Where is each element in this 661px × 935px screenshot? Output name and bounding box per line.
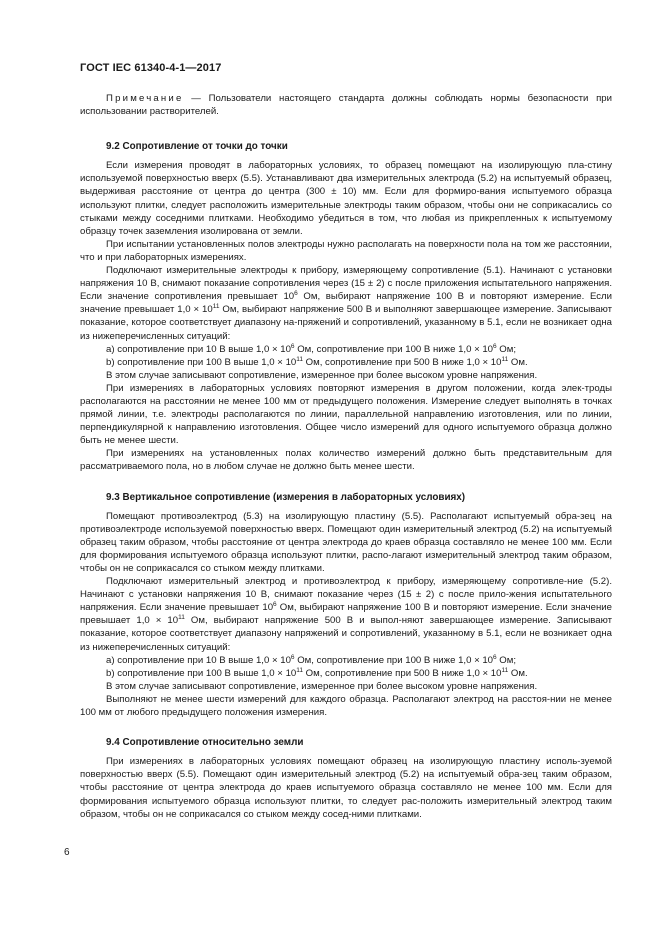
list-item: b) сопротивление при 100 В выше $1,0 \times 10^{11}$ Ом, сопротивление при 500 В ниже $1,0 \times 10^{11}$ Ом. [106, 666, 528, 679]
paragraph: При измерениях в лабораторных условиях помещают образец на изолирующую пластину исполь-зуемой поверхностью вверх (5.5). Помещают один измерительный электрод (5.2) на испытуемый обра-зец таким образом, чтобы расстояние от центра электрода до краев испытуемого образца составляло не менее 100 мм. Если для формирования испытуемого образца используют плитки, то следует рас-положить измерительный электрод таким образом, чтобы он не соприкасался со стыком между сосед-ними плитками. [80, 756, 612, 820]
page-number: 6 [64, 847, 70, 858]
section-2 [80, 491, 612, 720]
list-item: a) сопротивление при 10 В выше $1,0 \times 10^6$ Ом, сопротивление при 100 В ниже $1,0 \times 10^6$ Ом; [106, 342, 517, 355]
paragraph: В этом случае записывают сопротивление, измеренное при более высоком уровне напряжения. [106, 680, 538, 692]
paragraph: Помещают противоэлектрод (5.3) на изолирующую пластину (5.5). Располагают испытуемый обра-зец на противоэлектроде используемой поверхностью вверх. Помещают один измерительный электрод (5.2) на испытуемый образец таким образом, чтобы расстояние от центра электрода до краев образца составляло не менее 100 мм. Если для формирования испытуемого образца используют плитки, распо-лагают измерительный электрод таким образом, чтобы он не соприкасался со стыком между плитками. [80, 510, 612, 574]
paragraph: Подключают измерительные электроды к прибору, измеряющему сопротивление (5.1). Начинают с установки напряжения 10 В, снимают показание сопротивления через (15 ± 2) с после приложения испытательного напряжения. Если значение сопротивления превышает $10^6$ Ом, выбирают напряжение 100 В и повторяют измерение. Если значение превышает $1,0 \times 10^{11}$ Ом, выбирают напряжение 500 В и выполняют завершающее измерение. Записывают показание, которое соответствует диапазону на-пряжений и сопротивлений, указанному в 5.1, если не возникает одна из нижеперечисленных ситуаций: [80, 265, 612, 342]
section-3 [80, 736, 612, 821]
paragraph: При измерениях в лабораторных условиях повторяют измерения в другом положении, когда элек-троды располагаются на расстоянии не менее 100 мм от предыдущего положения. Измерение следует выполнять в точках прямой линии, т.е. электроды располагаются по линии, параллельной направлению изготовления, или по линии, перпендикулярной к направлению изготовления. Общее число измерений для одного испытуемого образца должно быть не менее шести. [80, 382, 612, 447]
list-item: b) сопротивление при 100 В выше $1,0 \times 10^{11}$ Ом, сопротивление при 500 В ниже $1,0 \times 10^{11}$ Ом. [106, 355, 528, 368]
section-heading: 9.4 Сопротивление относительно земли [106, 737, 304, 749]
sections-container [80, 140, 612, 821]
paragraph: В этом случае записывают сопротивление, измеренное при более высоком уровне напряжения. [106, 369, 538, 381]
section-heading: 9.2 Сопротивление от точки до точки [106, 141, 288, 153]
document-body [80, 92, 612, 838]
note-text: — Пользователи настоящего стандарта должны соблюдать нормы безопасности при использовании растворителей. [80, 93, 612, 118]
note-label: Примечание [106, 93, 184, 104]
section-heading: 9.3 Вертикальное сопротивление (измерения в лабораторных условиях) [106, 491, 466, 503]
paragraph: При измерениях на установленных полах количество измерений должно быть представительным для рассматриваемого пола, но в любом случае не должно быть менее шести. [80, 448, 612, 473]
note [80, 92, 612, 118]
paragraph: Подключают измерительный электрод и противоэлектрод к прибору, измеряющему сопротивле-ние (5.2). Начинают с установки напряжения 10 В, снимают показание через (15 ± 2) с после прило-жения испытательного напряжения. Если значение превышает $10^6$ Ом, выбирают напряжение 100 В и повторяют измерение. Если значение превышает $1,0 \times 10^{11}$ Ом, выбирают напряжение 500 В и выпол-няют завершающее измерение. Записывают показание, которое соответствует диапазону напряжений и сопротивлений, указанному в 5.1, если не возникает одна из нижеперечисленных ситуаций: [80, 576, 612, 653]
section-1 [80, 140, 612, 473]
paragraph: Если измерения проводят в лабораторных условиях, то образец помещают на изолирующую пла-стину используемой поверхностью вверх (5.5). Устанавливают два измерительных электрода (5.2) на испытуемый образец, выдерживая расстояние от центра до центра (300 ± 10) мм. Если для формиро-вания испытуемого образца используют плитки, следует расположить измерительные электроды таким образом, чтобы они не соприкасались со стыками между соседними плитками. Необходимо убедиться в том, что любая из прикрепленных к испытуемому образцу точек заземления изолирована от земли. [80, 160, 612, 237]
paragraph: При испытании установленных полов электроды нужно располагать на поверхности пола на том же расстоянии, что и при лабораторных измерениях. [80, 238, 612, 263]
document-header: ГОСТ IEC 61340-4-1—2017 [80, 62, 222, 74]
paragraph: Выполняют не менее шести измерений для каждого образца. Располагают электрод на расстоя-нии не менее 100 мм от любого предыдущего положения измерения. [80, 693, 612, 719]
list-item: a) сопротивление при 10 В выше $1,0 \times 10^6$ Ом, сопротивление при 100 В ниже $1,0 \times 10^6$ Ом; [106, 653, 517, 666]
